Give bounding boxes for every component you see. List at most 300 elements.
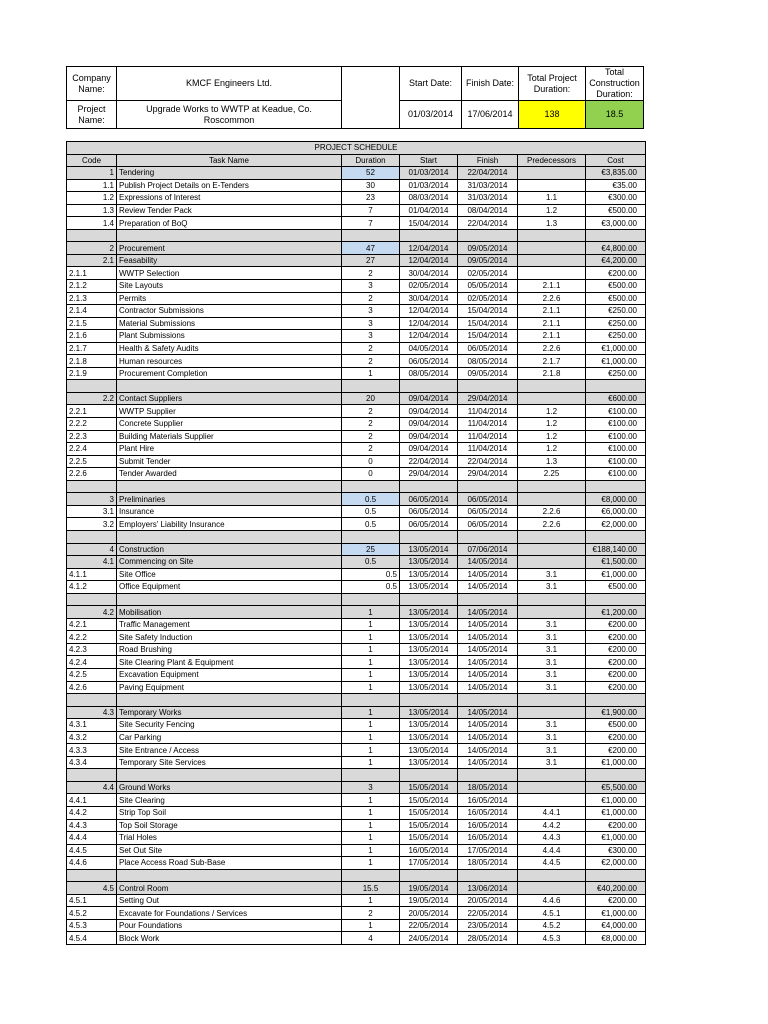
task-code: 4.4.5	[67, 844, 117, 857]
task-code: 2.1.9	[67, 367, 117, 380]
task-name: WWTP Supplier	[117, 405, 342, 418]
spacer-cell	[518, 694, 586, 707]
header-spacer	[342, 67, 400, 129]
spacer-cell	[67, 593, 117, 606]
task-start: 01/04/2014	[400, 204, 458, 217]
task-cost: €4,200.00	[586, 254, 646, 267]
task-name: Preliminaries	[117, 493, 342, 506]
schedule-group-row	[67, 392, 646, 405]
task-cost: €35.00	[586, 179, 646, 192]
task-code: 1	[67, 167, 117, 180]
schedule-group-row	[67, 882, 646, 895]
task-code: 2.1.2	[67, 280, 117, 293]
task-code: 2.1.8	[67, 355, 117, 368]
schedule-task-row	[67, 518, 646, 531]
task-predecessors: 1.3	[518, 217, 586, 230]
spacer-cell	[117, 229, 342, 242]
schedule-column-headers	[67, 154, 646, 167]
task-predecessors: 3.1	[518, 631, 586, 644]
spacer-cell	[117, 869, 342, 882]
spacer-cell	[458, 694, 518, 707]
task-finish: 29/04/2014	[458, 468, 518, 481]
task-start: 13/05/2014	[400, 719, 458, 732]
task-cost: €200.00	[586, 656, 646, 669]
schedule-spacer-row	[67, 480, 646, 493]
task-duration: 2	[342, 355, 400, 368]
task-start: 17/05/2014	[400, 857, 458, 870]
task-duration: 52	[342, 167, 400, 180]
task-predecessors: 3.1	[518, 581, 586, 594]
task-duration: 2	[342, 418, 400, 431]
schedule-group-row	[67, 493, 646, 506]
task-predecessors: 1.2	[518, 418, 586, 431]
task-predecessors	[518, 392, 586, 405]
task-cost: €250.00	[586, 305, 646, 318]
task-cost: €3,835.00	[586, 167, 646, 180]
schedule-group-row	[67, 242, 646, 255]
task-predecessors	[518, 179, 586, 192]
schedule-task-row	[67, 367, 646, 380]
task-finish: 06/05/2014	[458, 342, 518, 355]
task-start: 09/04/2014	[400, 443, 458, 456]
task-cost: €500.00	[586, 280, 646, 293]
task-start: 15/05/2014	[400, 781, 458, 794]
task-finish: 22/05/2014	[458, 907, 518, 920]
task-predecessors: 2.1.1	[518, 330, 586, 343]
column-header-predecessors: Predecessors	[518, 154, 586, 167]
task-duration: 1	[342, 744, 400, 757]
task-predecessors: 4.4.2	[518, 819, 586, 832]
task-start: 24/05/2014	[400, 932, 458, 945]
task-cost: €250.00	[586, 317, 646, 330]
task-cost: €1,000.00	[586, 568, 646, 581]
task-code: 4.2.2	[67, 631, 117, 644]
task-code: 4.2.6	[67, 681, 117, 694]
task-start: 02/05/2014	[400, 280, 458, 293]
schedule-task-row	[67, 317, 646, 330]
task-name: Set Out Site	[117, 844, 342, 857]
spacer-cell	[458, 869, 518, 882]
schedule-task-row	[67, 756, 646, 769]
task-code: 2.1.4	[67, 305, 117, 318]
task-name: Control Room	[117, 882, 342, 895]
spacer-cell	[117, 593, 342, 606]
task-name: Strip Top Soil	[117, 806, 342, 819]
task-duration: 0.5	[342, 518, 400, 531]
schedule-task-row	[67, 305, 646, 318]
task-duration: 0	[342, 468, 400, 481]
task-finish: 22/04/2014	[458, 167, 518, 180]
spacer-cell	[117, 694, 342, 707]
column-header-cost: Cost	[586, 154, 646, 167]
schedule-task-row	[67, 468, 646, 481]
task-start: 13/05/2014	[400, 631, 458, 644]
task-finish: 15/04/2014	[458, 305, 518, 318]
task-start: 09/04/2014	[400, 392, 458, 405]
schedule-task-row	[67, 731, 646, 744]
task-predecessors: 4.4.4	[518, 844, 586, 857]
task-start: 30/04/2014	[400, 267, 458, 280]
schedule-task-row	[67, 668, 646, 681]
schedule-task-row	[67, 292, 646, 305]
task-duration: 15.5	[342, 882, 400, 895]
task-code: 4.4.6	[67, 857, 117, 870]
schedule-task-row	[67, 443, 646, 456]
total-construction-duration-value: 18.5	[586, 101, 644, 129]
task-code: 2.1.1	[67, 267, 117, 280]
task-cost: €500.00	[586, 719, 646, 732]
task-predecessors	[518, 493, 586, 506]
schedule-task-row	[67, 919, 646, 932]
task-start: 15/05/2014	[400, 819, 458, 832]
task-code: 3.2	[67, 518, 117, 531]
spacer-cell	[400, 694, 458, 707]
task-duration: 1	[342, 367, 400, 380]
task-duration: 30	[342, 179, 400, 192]
task-finish: 15/04/2014	[458, 330, 518, 343]
task-start: 13/05/2014	[400, 656, 458, 669]
spacer-cell	[342, 869, 400, 882]
schedule-title: PROJECT SCHEDULE	[67, 142, 646, 155]
task-duration: 1	[342, 719, 400, 732]
schedule-task-row	[67, 418, 646, 431]
spacer-cell	[67, 694, 117, 707]
task-finish: 14/05/2014	[458, 568, 518, 581]
task-duration: 1	[342, 756, 400, 769]
task-duration: 25	[342, 543, 400, 556]
task-cost: €300.00	[586, 844, 646, 857]
task-start: 01/03/2014	[400, 179, 458, 192]
task-finish: 11/04/2014	[458, 443, 518, 456]
task-predecessors: 4.4.5	[518, 857, 586, 870]
task-code: 4.3.1	[67, 719, 117, 732]
task-start: 13/05/2014	[400, 543, 458, 556]
task-duration: 1	[342, 832, 400, 845]
task-cost: €1,000.00	[586, 832, 646, 845]
task-cost: €250.00	[586, 330, 646, 343]
task-code: 4.1.1	[67, 568, 117, 581]
task-code: 2.1.6	[67, 330, 117, 343]
task-duration: 1	[342, 819, 400, 832]
task-name: Tender Awarded	[117, 468, 342, 481]
schedule-group-row	[67, 606, 646, 619]
task-finish: 09/05/2014	[458, 254, 518, 267]
task-cost: €200.00	[586, 618, 646, 631]
task-cost: €250.00	[586, 367, 646, 380]
task-cost: €200.00	[586, 894, 646, 907]
task-predecessors: 2.1.7	[518, 355, 586, 368]
task-name: Feasability	[117, 254, 342, 267]
task-predecessors: 3.1	[518, 568, 586, 581]
task-start: 08/03/2014	[400, 192, 458, 205]
task-code: 3.1	[67, 505, 117, 518]
spacer-cell	[400, 380, 458, 393]
task-duration: 1	[342, 668, 400, 681]
schedule-spacer-row	[67, 593, 646, 606]
task-cost: €100.00	[586, 430, 646, 443]
task-finish: 15/04/2014	[458, 317, 518, 330]
task-predecessors	[518, 543, 586, 556]
schedule-task-row	[67, 832, 646, 845]
total-construction-duration-label: Total Construction Duration:	[586, 67, 644, 101]
spacer-cell	[400, 769, 458, 782]
task-start: 13/05/2014	[400, 744, 458, 757]
task-predecessors: 2.1.1	[518, 280, 586, 293]
task-code: 2	[67, 242, 117, 255]
task-cost: €500.00	[586, 292, 646, 305]
spacer-cell	[117, 480, 342, 493]
task-predecessors: 4.4.3	[518, 832, 586, 845]
task-duration: 7	[342, 217, 400, 230]
task-name: Block Work	[117, 932, 342, 945]
task-start: 13/05/2014	[400, 681, 458, 694]
task-finish: 06/05/2014	[458, 493, 518, 506]
task-predecessors: 3.1	[518, 756, 586, 769]
schedule-task-row	[67, 643, 646, 656]
task-code: 2.2.6	[67, 468, 117, 481]
task-finish: 16/05/2014	[458, 819, 518, 832]
task-duration: 2	[342, 292, 400, 305]
task-predecessors: 1.2	[518, 443, 586, 456]
task-start: 13/05/2014	[400, 731, 458, 744]
task-code: 4.2.1	[67, 618, 117, 631]
schedule-spacer-row	[67, 869, 646, 882]
schedule-task-row	[67, 280, 646, 293]
schedule-spacer-row	[67, 694, 646, 707]
spacer-cell	[342, 229, 400, 242]
task-predecessors: 2.25	[518, 468, 586, 481]
task-finish: 14/05/2014	[458, 581, 518, 594]
spacer-cell	[586, 869, 646, 882]
spacer-cell	[67, 380, 117, 393]
schedule-task-row	[67, 430, 646, 443]
task-predecessors	[518, 781, 586, 794]
total-project-duration-label: Total Project Duration:	[519, 67, 586, 101]
task-name: Contractor Submissions	[117, 305, 342, 318]
task-name: Car Parking	[117, 731, 342, 744]
spacer-cell	[518, 480, 586, 493]
task-name: Temporary Site Services	[117, 756, 342, 769]
task-duration: 1	[342, 806, 400, 819]
task-start: 20/05/2014	[400, 907, 458, 920]
task-start: 06/05/2014	[400, 505, 458, 518]
schedule-task-row	[67, 907, 646, 920]
task-finish: 22/04/2014	[458, 217, 518, 230]
task-cost: €1,500.00	[586, 556, 646, 569]
task-start: 12/04/2014	[400, 254, 458, 267]
task-predecessors: 3.1	[518, 681, 586, 694]
task-name: Site Security Fencing	[117, 719, 342, 732]
spacer-cell	[67, 530, 117, 543]
task-cost: €3,000.00	[586, 217, 646, 230]
task-finish: 11/04/2014	[458, 430, 518, 443]
schedule-task-row	[67, 894, 646, 907]
task-duration: 0.5	[342, 505, 400, 518]
task-predecessors: 3.1	[518, 656, 586, 669]
spacer-cell	[67, 869, 117, 882]
schedule-group-row	[67, 543, 646, 556]
task-finish: 16/05/2014	[458, 806, 518, 819]
task-cost: €1,000.00	[586, 806, 646, 819]
task-start: 13/05/2014	[400, 556, 458, 569]
task-finish: 13/06/2014	[458, 882, 518, 895]
task-finish: 17/05/2014	[458, 844, 518, 857]
task-start: 15/05/2014	[400, 832, 458, 845]
spacer-cell	[518, 593, 586, 606]
task-cost: €2,000.00	[586, 518, 646, 531]
task-cost: €200.00	[586, 643, 646, 656]
task-code: 4.4.1	[67, 794, 117, 807]
task-cost: €200.00	[586, 744, 646, 757]
task-cost: €200.00	[586, 631, 646, 644]
task-predecessors	[518, 882, 586, 895]
task-cost: €2,000.00	[586, 857, 646, 870]
start-date-value: 01/03/2014	[400, 101, 462, 129]
task-finish: 09/05/2014	[458, 367, 518, 380]
task-predecessors	[518, 706, 586, 719]
task-name: Permits	[117, 292, 342, 305]
task-code: 2.1.7	[67, 342, 117, 355]
task-start: 12/04/2014	[400, 242, 458, 255]
total-project-duration-value: 138	[519, 101, 586, 129]
task-start: 22/04/2014	[400, 455, 458, 468]
task-predecessors: 4.5.2	[518, 919, 586, 932]
task-name: Site Office	[117, 568, 342, 581]
task-name: Commencing on Site	[117, 556, 342, 569]
task-code: 4.5.4	[67, 932, 117, 945]
task-name: Office Equipment	[117, 581, 342, 594]
task-cost: €200.00	[586, 267, 646, 280]
task-duration: 3	[342, 305, 400, 318]
schedule-spacer-row	[67, 380, 646, 393]
task-cost: €500.00	[586, 581, 646, 594]
task-finish: 07/06/2014	[458, 543, 518, 556]
task-start: 15/05/2014	[400, 806, 458, 819]
task-predecessors: 3.1	[518, 744, 586, 757]
task-duration: 1	[342, 919, 400, 932]
task-start: 13/05/2014	[400, 618, 458, 631]
task-code: 4.2	[67, 606, 117, 619]
schedule-task-row	[67, 681, 646, 694]
task-duration: 2	[342, 267, 400, 280]
task-start: 13/05/2014	[400, 756, 458, 769]
task-duration: 3	[342, 781, 400, 794]
task-predecessors: 4.5.1	[518, 907, 586, 920]
task-predecessors	[518, 267, 586, 280]
task-predecessors: 2.1.1	[518, 317, 586, 330]
schedule-task-row	[67, 342, 646, 355]
task-finish: 14/05/2014	[458, 556, 518, 569]
spacer-cell	[342, 694, 400, 707]
task-name: Temporary Works	[117, 706, 342, 719]
task-code: 4.3.4	[67, 756, 117, 769]
spacer-cell	[400, 530, 458, 543]
task-code: 1.1	[67, 179, 117, 192]
spacer-cell	[400, 593, 458, 606]
column-header-finish: Finish	[458, 154, 518, 167]
task-finish: 16/05/2014	[458, 832, 518, 845]
task-duration: 1	[342, 794, 400, 807]
task-name: Concrete Supplier	[117, 418, 342, 431]
task-cost: €200.00	[586, 681, 646, 694]
task-name: Trial Holes	[117, 832, 342, 845]
task-code: 4.3.2	[67, 731, 117, 744]
schedule-spacer-row	[67, 530, 646, 543]
task-cost: €600.00	[586, 392, 646, 405]
start-date-label: Start Date:	[400, 67, 462, 101]
task-code: 1.3	[67, 204, 117, 217]
task-name: Material Submissions	[117, 317, 342, 330]
task-duration: 1	[342, 643, 400, 656]
task-finish: 20/05/2014	[458, 894, 518, 907]
schedule-group-row	[67, 254, 646, 267]
spacer-cell	[67, 229, 117, 242]
task-predecessors: 4.4.1	[518, 806, 586, 819]
task-start: 30/04/2014	[400, 292, 458, 305]
schedule-task-row	[67, 217, 646, 230]
column-header-duration: Duration	[342, 154, 400, 167]
task-duration: 0.5	[342, 568, 400, 581]
task-cost: €1,000.00	[586, 907, 646, 920]
project-name-label: Project Name:	[67, 101, 117, 129]
spacer-cell	[518, 869, 586, 882]
task-name: Construction	[117, 543, 342, 556]
task-duration: 2	[342, 443, 400, 456]
task-predecessors: 1.2	[518, 405, 586, 418]
spacer-cell	[458, 530, 518, 543]
task-cost: €100.00	[586, 418, 646, 431]
task-finish: 23/05/2014	[458, 919, 518, 932]
task-start: 12/04/2014	[400, 305, 458, 318]
task-name: Procurement Completion	[117, 367, 342, 380]
schedule-task-row	[67, 330, 646, 343]
task-code: 2.2.4	[67, 443, 117, 456]
task-code: 4.3	[67, 706, 117, 719]
task-name: Building Materials Supplier	[117, 430, 342, 443]
task-name: Site Clearing	[117, 794, 342, 807]
spacer-cell	[67, 769, 117, 782]
task-finish: 14/05/2014	[458, 631, 518, 644]
task-start: 04/05/2014	[400, 342, 458, 355]
task-start: 13/05/2014	[400, 606, 458, 619]
task-name: Top Soil Storage	[117, 819, 342, 832]
task-start: 13/05/2014	[400, 643, 458, 656]
task-start: 19/05/2014	[400, 894, 458, 907]
task-cost: €200.00	[586, 819, 646, 832]
schedule-group-row	[67, 556, 646, 569]
task-start: 15/04/2014	[400, 217, 458, 230]
task-predecessors: 1.2	[518, 430, 586, 443]
task-predecessors: 2.1.8	[518, 367, 586, 380]
project-schedule-table	[66, 141, 646, 945]
spacer-cell	[342, 480, 400, 493]
task-predecessors: 2.2.6	[518, 518, 586, 531]
task-name: Employers' Liability Insurance	[117, 518, 342, 531]
schedule-spacer-row	[67, 769, 646, 782]
task-predecessors: 3.1	[518, 618, 586, 631]
task-predecessors: 1.1	[518, 192, 586, 205]
schedule-task-row	[67, 794, 646, 807]
task-name: Site Entrance / Access	[117, 744, 342, 757]
task-duration: 1	[342, 857, 400, 870]
schedule-task-row	[67, 819, 646, 832]
schedule-task-row	[67, 568, 646, 581]
task-start: 22/05/2014	[400, 919, 458, 932]
schedule-task-row	[67, 656, 646, 669]
task-name: WWTP Selection	[117, 267, 342, 280]
task-code: 4.4	[67, 781, 117, 794]
task-predecessors: 3.1	[518, 719, 586, 732]
